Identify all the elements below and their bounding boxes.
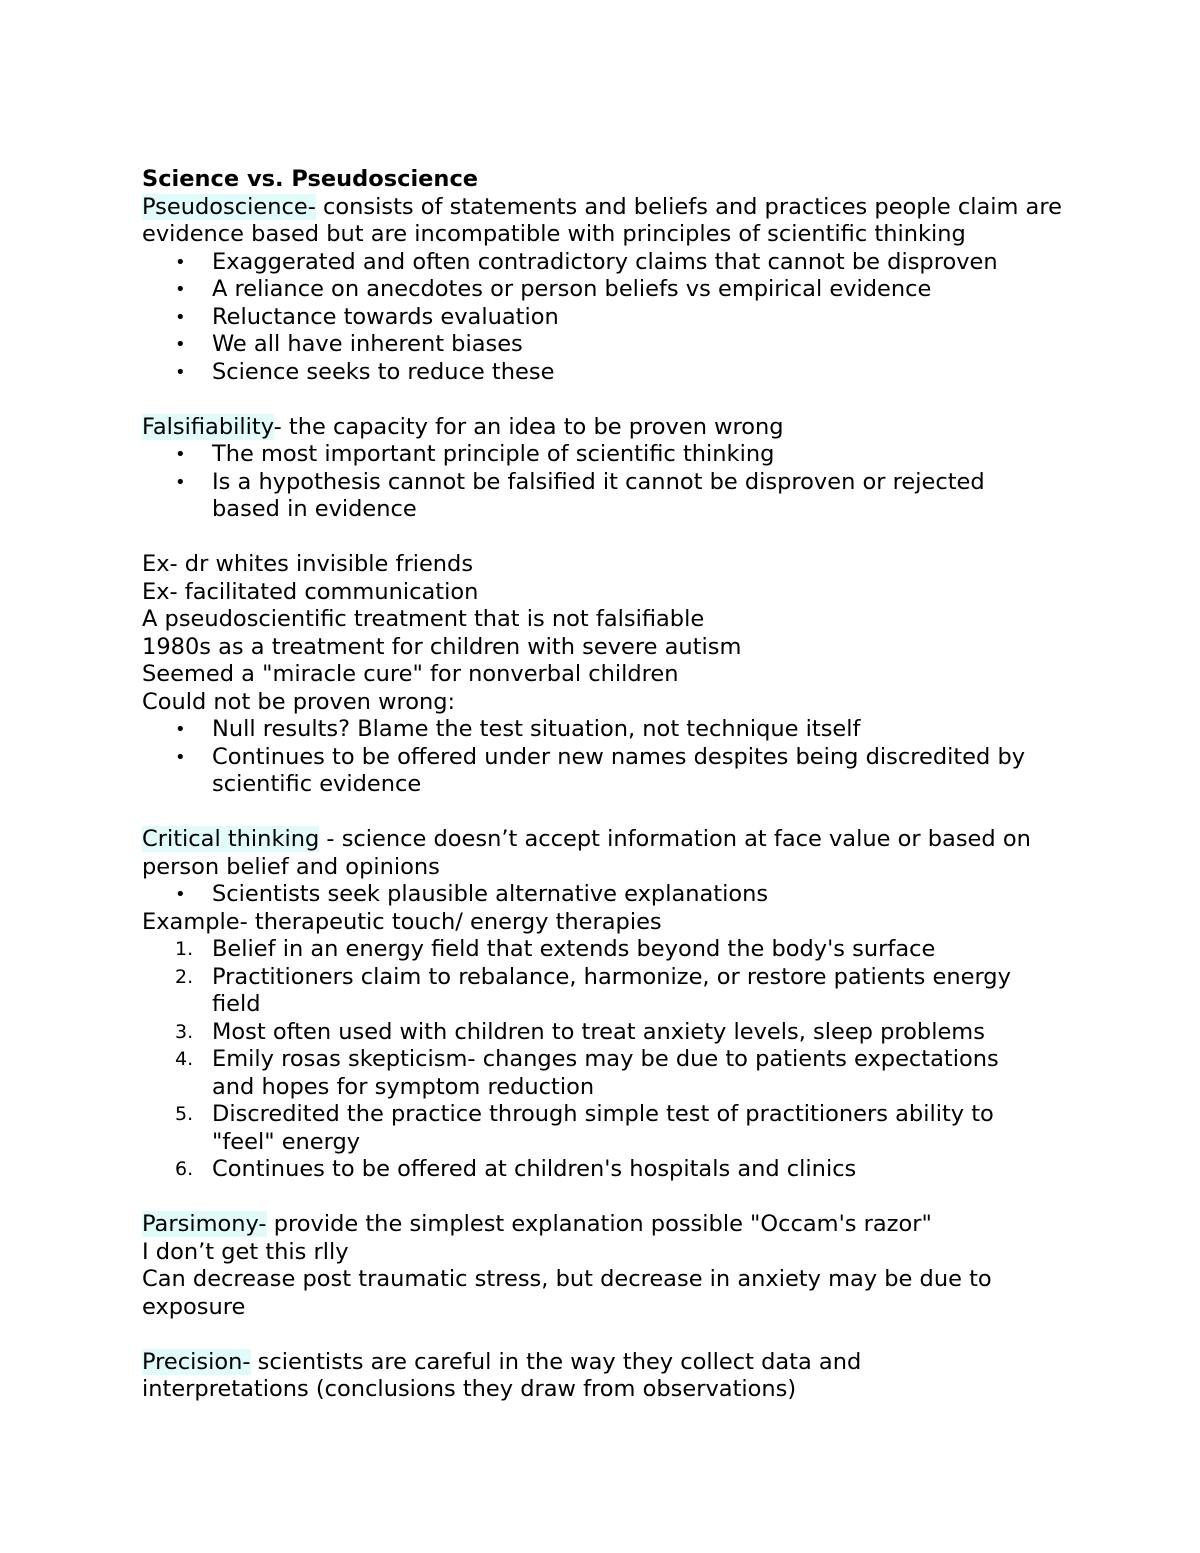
list-item-text: We all have inherent biases — [212, 331, 523, 357]
precision-def-text: scientists are careful in the way they collect data and interpretations (conclusions they draw from observations) — [142, 1348, 862, 1402]
number-marker: 2. — [175, 965, 194, 988]
list-item — [142, 469, 1032, 524]
example-line: A pseudoscientific treatment that is not falsifiable — [142, 606, 705, 632]
spacer — [142, 1184, 1072, 1212]
list-item — [142, 249, 1072, 277]
example-line: Ex- facilitated communication — [142, 578, 479, 605]
list-item-text: Is a hypothesis cannot be falsified it cannot be disproven or rejected based in evidence — [212, 468, 985, 522]
list-item-text: Science seeks to reduce these — [212, 358, 555, 385]
critical-thinking-definition — [142, 826, 1042, 881]
pseudoscience-term: Pseudoscience- — [142, 193, 316, 220]
parsimony-def-text: provide the simplest explanation possible "Occam's razor" — [266, 1211, 932, 1237]
example-line: Ex- dr whites invisible friends — [142, 551, 474, 577]
list-item-text: Practitioners claim to rebalance, harmonize, or restore patients energy field — [212, 963, 1011, 1017]
list-item — [142, 716, 1072, 744]
examples-bullet-list — [142, 716, 1072, 799]
spacer — [142, 799, 1072, 827]
list-item-text: Exaggerated and often contradictory claims that cannot be disproven — [212, 248, 998, 275]
list-item — [142, 936, 1072, 964]
critical-thinking-example: Example- therapeutic touch/ energy therapies — [142, 908, 662, 935]
bullet-marker: • — [175, 334, 186, 355]
list-item-text: Scientists seek plausible alternative explanations — [212, 881, 769, 907]
list-item — [142, 1019, 1072, 1047]
list-item-text: Emily rosas skepticism- changes may be due to patients expectations and hopes for symptom reduction — [212, 1046, 999, 1100]
precision-definition — [142, 1349, 912, 1404]
list-item-text: Discredited the practice through simple test of practitioners ability to "feel" energy — [212, 1101, 994, 1155]
number-marker: 4. — [175, 1048, 194, 1070]
bullet-marker: • — [175, 251, 186, 273]
parsimony-definition — [142, 1211, 1072, 1239]
list-item — [142, 964, 1057, 1019]
precision-term: Precision- — [142, 1348, 251, 1375]
document-page — [142, 166, 1072, 1404]
falsifiability-term: Falsifiability — [142, 413, 274, 440]
document-title: Science vs. Pseudoscience — [142, 166, 479, 192]
list-item — [142, 359, 1072, 387]
list-item — [142, 441, 1072, 469]
parsimony-note: Can decrease post traumatic stress, but decrease in anxiety may be due to exposure — [142, 1266, 992, 1320]
list-item — [142, 276, 1072, 304]
list-item-text: Continues to be offered at children's hospitals and clinics — [212, 1156, 857, 1182]
list-item — [142, 881, 1072, 909]
list-item-text: Belief in an energy field that extends beyond the body's surface — [212, 936, 936, 962]
number-marker: 3. — [175, 1020, 194, 1043]
spacer — [142, 1321, 1072, 1349]
list-item-text: The most important principle of scientific thinking — [212, 441, 775, 467]
bullet-marker: • — [175, 279, 186, 300]
number-marker: 5. — [175, 1103, 194, 1125]
list-item-text: Reluctance towards evaluation — [212, 303, 559, 330]
list-item — [142, 331, 1072, 359]
pseudoscience-definition — [142, 194, 1067, 249]
example-line: Seemed a "miracle cure" for nonverbal children — [142, 661, 679, 687]
list-item-text: Most often used with children to treat anxiety levels, sleep problems — [212, 1018, 985, 1045]
bullet-marker: • — [175, 719, 186, 740]
example-line: Could not be proven wrong: — [142, 688, 456, 715]
example-line: 1980s as a treatment for children with severe autism — [142, 633, 742, 660]
number-marker: 1. — [175, 938, 194, 960]
spacer — [142, 386, 1072, 414]
critical-thinking-bullet-list — [142, 881, 1072, 909]
bullet-marker: • — [175, 746, 186, 768]
list-item-text: Null results? Blame the test situation, not technique itself — [212, 716, 861, 742]
list-item — [142, 1101, 1042, 1156]
bullet-marker: • — [175, 471, 186, 493]
list-item — [142, 1156, 1072, 1184]
pseudoscience-bullet-list — [142, 249, 1072, 387]
list-item — [142, 744, 1037, 799]
list-item-text: Continues to be offered under new names despites being discredited by scientific evidence — [212, 743, 1026, 797]
falsifiability-def-text: - the capacity for an idea to be proven wrong — [273, 413, 784, 440]
falsifiability-definition — [142, 414, 1072, 442]
critical-thinking-numbered-list — [142, 936, 1072, 1184]
bullet-marker: • — [175, 306, 186, 328]
parsimony-term: Parsimony- — [142, 1211, 267, 1237]
list-item-text: A reliance on anecdotes or person beliefs vs empirical evidence — [212, 276, 932, 302]
parsimony-note: I don’t get this rlly — [142, 1238, 349, 1265]
falsifiability-bullet-list — [142, 441, 1072, 524]
critical-thinking-term: Critical thinking — [142, 826, 320, 852]
pseudoscience-def-text: consists of statements and beliefs and practices people claim are evidence based but are incompatible with principles of scientific thinking — [142, 193, 1062, 247]
list-item — [142, 304, 1072, 332]
critical-thinking-def-text: - science doesn’t accept information at face value or based on person belief and opinions — [142, 826, 1031, 880]
number-marker: 6. — [175, 1158, 194, 1180]
bullet-marker: • — [175, 884, 186, 905]
bullet-marker: • — [175, 444, 186, 465]
bullet-marker: • — [175, 361, 186, 383]
list-item — [142, 1046, 1047, 1101]
spacer — [142, 524, 1072, 552]
